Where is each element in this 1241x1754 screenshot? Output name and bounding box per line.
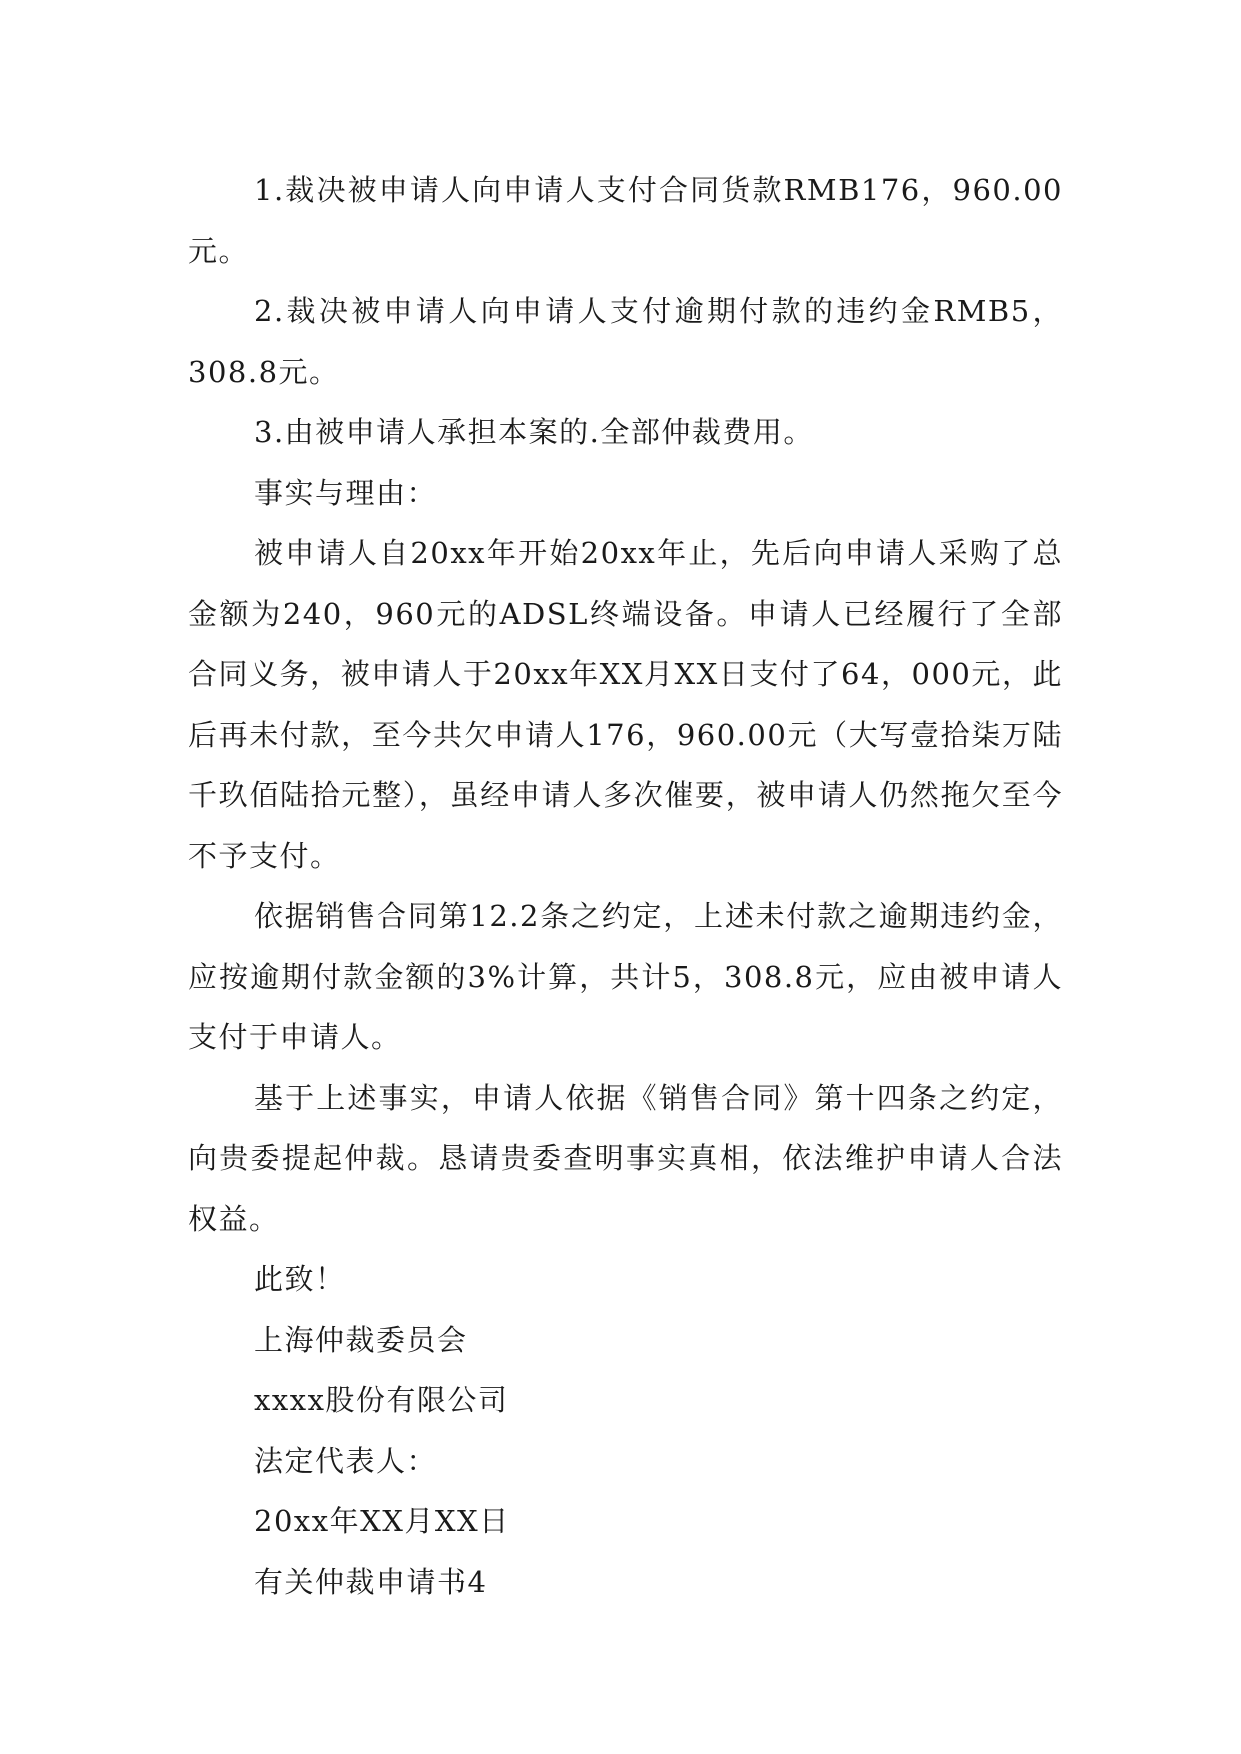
company-name: xxxx股份有限公司	[254, 1383, 509, 1417]
facts-paragraph: 被申请人自20xx年开始20xx年止，先后向申请人采购了总金额为240，960元的ADSL终端设备。申请人已经履行了全部合同义务，被申请人于20xx年XX月XX日支付了64，000元，此后再未付款，至今共欠申请人176，960.00元（大写壹拾柒万陆千玖佰陆拾元整），虽经申请人多次催要，被申请人仍然拖欠至今不予支付。	[188, 536, 1063, 873]
request-paragraph: 基于上述事实，申请人依据《销售合同》第十四条之约定，向贵委提起仲裁。恳请贵委查明事实真相，依法维护申请人合法权益。	[188, 1080, 1063, 1236]
claim-2: 2.裁决被申请人向申请人支付逾期付款的违约金RMB5，308.8元。	[188, 294, 1063, 389]
claim-3: 3.由被申请人承担本案的.全部仲裁费用。	[254, 415, 814, 449]
penalty-paragraph: 依据销售合同第12.2条之约定，上述未付款之逾期违约金，应按逾期付款金额的3%计算，共计5，308.8元，应由被申请人支付于申请人。	[188, 899, 1063, 1054]
salutation: 此致！	[254, 1262, 346, 1296]
claim-1: 1.裁决被申请人向申请人支付合同货款RMB176，960.00元。	[188, 173, 1063, 268]
recipient: 上海仲裁委员会	[254, 1322, 468, 1357]
legal-representative: 法定代表人：	[254, 1443, 438, 1478]
next-section-title: 有关仲裁申请书4	[254, 1564, 488, 1599]
facts-heading: 事实与理由：	[254, 475, 438, 510]
date: 20xx年XX月XX日	[254, 1504, 510, 1538]
document-body	[188, 160, 1063, 1612]
